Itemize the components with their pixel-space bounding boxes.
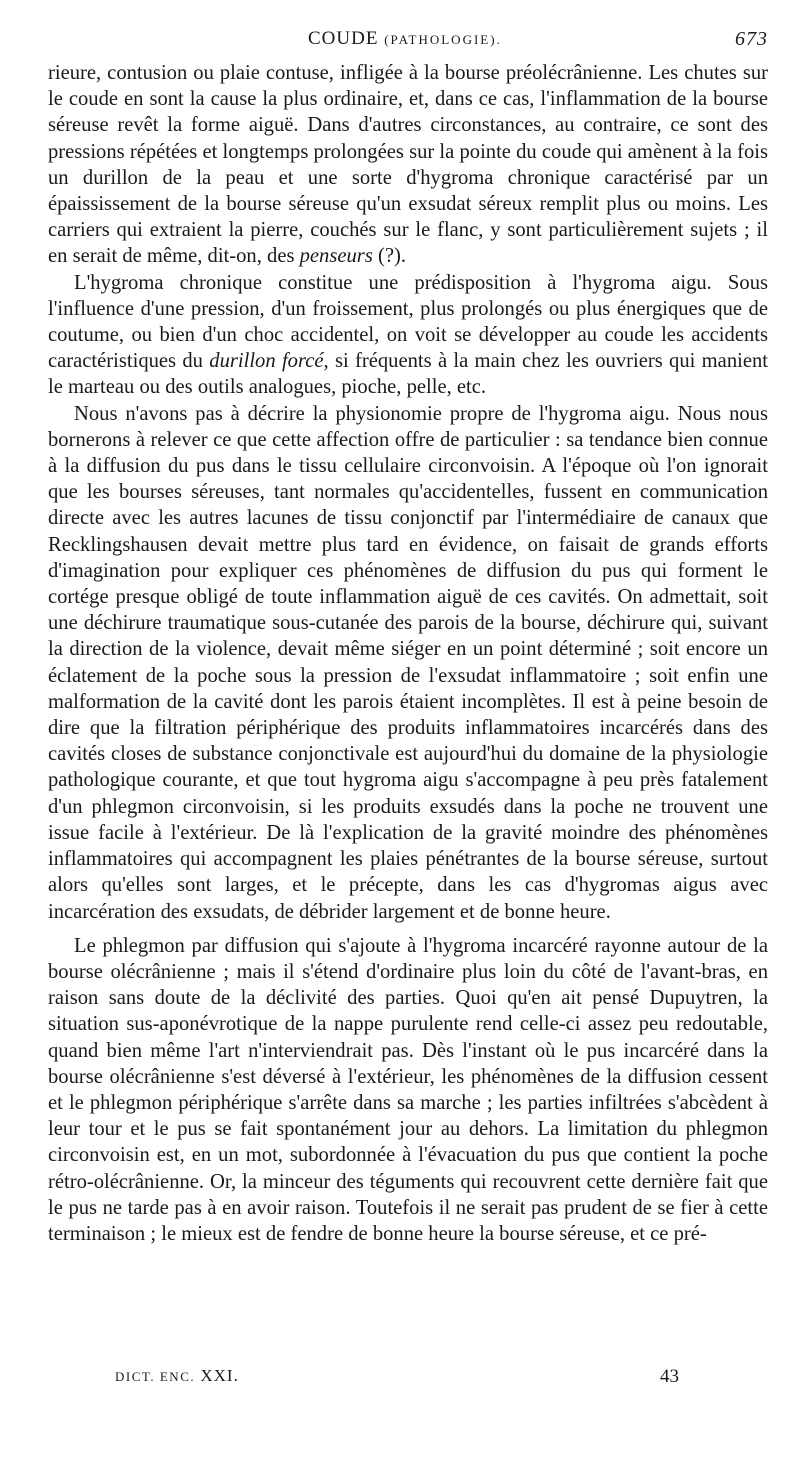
volume-number: XXI.	[200, 1366, 239, 1385]
paragraph	[48, 401, 768, 925]
paragraph	[48, 270, 768, 401]
text-run: , si fréquents à la main chez les ouvriers qui manient le marteau ou des outils analogues, pioche, pelle, etc.	[48, 350, 768, 399]
page	[48, 28, 768, 1247]
paragraph	[48, 933, 768, 1247]
italic-text: penseurs	[299, 245, 373, 268]
italic-text: durillon forcé	[209, 350, 324, 373]
page-number: 673	[735, 28, 768, 50]
running-head-title	[308, 28, 502, 50]
paragraph	[48, 60, 768, 270]
text-run: Nous n'avons pas à décrire la physionomie propre de l'hygroma aigu. Nous nous bornerons à relever ce que cette affection offre de particulier : sa tendance bien connue à la diffusion du pus dans le tissu cellulaire circonvoisin. A l'époque où l'on ignorait que les bourses séreuses, tant normales qu'accidentelles, fussent en communication directe avec les autres lacunes de tissu conjonctif par l'intermédiaire de canaux que Recklingshausen devait mettre plus tard en évidence, on faisait de grands efforts d'imagination pour expliquer ces phénomènes de diffusion du pus qui forment le cortége presque obligé de toute inflammation aiguë de ces cavités. On admettait, soit une déchirure traumatique sous-cutanée des parois de la bourse, déchirure qui, suivant la direction de la violence, devait même siéger en un point déterminé ; soit encore un éclatement de la poche sous la pression de l'exsudat inflammatoire ; soit enfin une malformation de la cavité dont les parois étaient incomplètes. Il est à peine besoin de dire que la filtration périphérique des produits inflammatoires incarcérés dans des cavités closes de substance conjonctivale est aujourd'hui du domaine de la physiologie pathologique courante, et que tout hygroma aigu s'accompagne à peu près fatalement d'un phlegmon circonvoisin, si les produits exsudés dans la poche ne trouvent une issue facile à l'extérieur. De là l'explication de la gravité moindre des phénomènes inflammatoires qui accompagnent les plaies pénétrantes de la bourse séreuse, surtout alors qu'elles sont larges, et le précepte, dans les cas d'hygromas aigus avec incarcération des exsudats, de débrider largement et de bonne heure.	[48, 402, 768, 923]
text-run: L'hygroma chronique constitue une prédisposition à l'hygroma aigu. Sous l'influence d'une pression, d'un froissement, plus prolongés ou plus énergiques que de coutume, ou bien d'un choc accidentel, on voit se développer au coude les accidents caractéristiques du	[48, 271, 768, 373]
text-run: Le phlegmon par diffusion qui s'ajoute à l'hygroma incarcéré rayonne autour de la bourse olécrânienne ; mais il s'étend d'ordinaire plus loin du côté de l'avant-bras, en raison sans doute de la déclivité des parties. Quoi qu'en ait pensé Dupuytren, la situation sus-aponévrotique de la nappe purulente rend celle-ci assez peu redoutable, quand bien même l'art n'interviendrait pas. Dès l'instant où le pus incarcéré dans la bourse olécrânienne s'est déversé à l'extérieur, les phénomènes de la diffusion cessent et le phlegmon périphérique s'arrête dans sa marche ; les parties infiltrées s'abcèdent à leur tour et le pus se fait spontanément jour au dehors. La limitation du phlegmon circonvoisin est, en un mot, subordonnée à l'évacuation du pus que contient la poche rétro-olécrânienne. Or, la minceur des téguments qui recouvrent cette dernière fait que le pus ne tarde pas à en avoir raison. Toutefois il ne serait pas prudent de se fier à cette terminaison ; le mieux est de fendre de bonne heure la bourse séreuse, et ce pré-	[48, 934, 768, 1245]
running-head	[48, 28, 768, 54]
signature-prefix: DICT. ENC.	[115, 1369, 196, 1384]
footer	[115, 1366, 695, 1390]
article-subtitle: (PATHOLOGIE).	[384, 32, 502, 47]
text-run: (?).	[372, 245, 406, 268]
text-run: rieure, contusion ou plaie contuse, infligée à la bourse préolécrânienne. Les chutes sur le coude en sont la cause la plus ordinaire, et, dans ce cas, l'inflammation de la bourse séreuse revêt la forme aiguë. Dans d'autres circonstances, au contraire, ce sont des pressions répétées et longtemps prolongées sur la pointe du coude qui amènent à la fois un durillon de la peau et une sorte d'hygroma chronique caractérisé par un épaississement de la bourse séreuse qu'un exsudat séreux remplit plus ou moins. Les carriers qui extraient la pierre, couchés sur le flanc, y sont particulièrement sujets ; il en serait de même, dit-on, des	[48, 62, 768, 268]
article-title: COUDE	[308, 28, 379, 49]
signature-mark	[115, 1366, 239, 1386]
sheet-number: 43	[660, 1366, 679, 1387]
body-text	[48, 60, 768, 1247]
